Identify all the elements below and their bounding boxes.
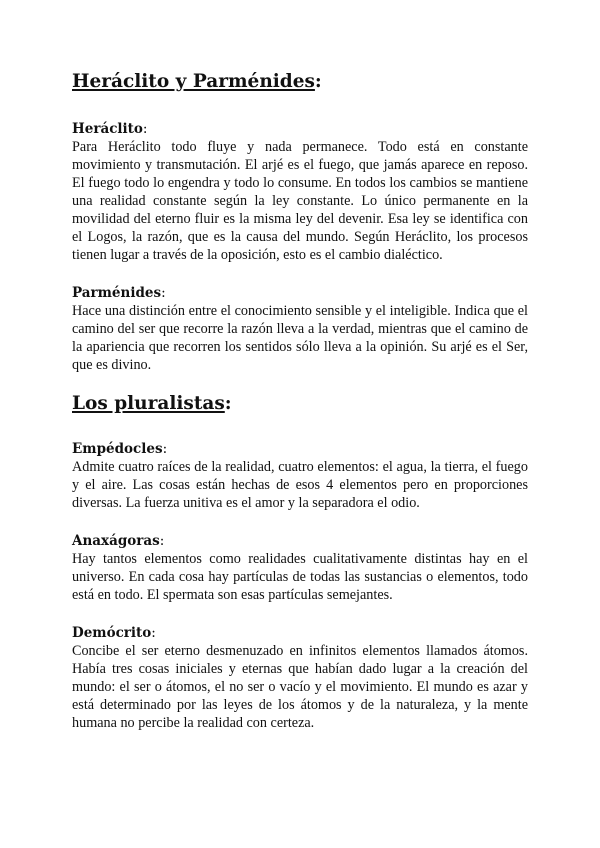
section-title-colon: : (224, 393, 232, 414)
entry-heading-text: Demócrito (72, 625, 152, 641)
entry-heading-colon: : (151, 625, 156, 641)
entry-heading-text: Heráclito (72, 121, 143, 137)
entry-heraclito (72, 120, 528, 264)
section-title-text: Heráclito y Parménides (72, 71, 315, 92)
entry-anaxagoras (72, 532, 528, 604)
entry-heading-heraclito (72, 120, 528, 138)
entry-body-democrito: Concibe el ser eterno desmenuzado en infinitos elementos llamados átomos. Había tres cosas iniciales y eternas que habían dado lugar a la creación del mundo: el ser o átomos, el no ser o vacío y el movimiento. El mundo es azar y está determinado por las leyes de los átomos y de la naturaleza, y la mente humana no percibe la realidad con certeza. (72, 643, 528, 731)
entry-heading-empedocles (72, 440, 528, 458)
entry-heading-text: Empédocles (72, 441, 163, 457)
section-title-heraclito-parmenides (72, 70, 528, 94)
entry-heading-colon: : (142, 121, 148, 137)
entry-body-anaxagoras: Hay tantos elementos como realidades cualitativamente distintas hay en el universo. En cada cosa hay partículas de todas las sustancias o elementos, todo está en todo. El spermata son esas partículas semejantes. (72, 551, 528, 603)
entry-body-parmenides: Hace una distinción entre el conocimiento sensible y el inteligible. Indica que el camino del ser que recorre la razón lleva a la verdad, mientras que el camino de la apariencia que recorren los sentidos sólo lleva a la opinión. Su arjé es el Ser, que es divino. (72, 303, 528, 373)
entry-empedocles (72, 440, 528, 512)
document-page (72, 70, 528, 732)
entry-heading-anaxagoras (72, 532, 528, 550)
section-title-pluralistas (72, 392, 528, 416)
entry-heading-colon: : (162, 441, 168, 457)
entry-body-heraclito: Para Heráclito todo fluye y nada permanece. Todo está en constante movimiento y transmutación. El arjé es el fuego, que jamás aparece en reposo. El fuego todo lo engendra y todo lo consume. En todos los cambios se mantiene una realidad constante según la ley constante. Lo único permanente en la movilidad del eterno fluir es la misma ley del devenir. Esa ley se identifica con el Logos, la razón, que es la causa del mundo. Según Heráclito, los procesos tienen lugar a través de la oposición, esto es el cambio dialéctico. (72, 139, 528, 263)
entry-heading-text: Anaxágoras (72, 533, 160, 549)
entry-heading-parmenides (72, 284, 528, 302)
entry-heading-democrito (72, 624, 528, 642)
entry-body-empedocles: Admite cuatro raíces de la realidad, cuatro elementos: el agua, la tierra, el fuego y el aire. Las cosas están hechas de esos 4 elementos pero en proporciones diversas. La fuerza unitiva es el amor y la separadora el odio. (72, 459, 528, 511)
section-title-text: Los pluralistas (72, 393, 225, 414)
entry-heading-text: Parménides (72, 285, 162, 301)
entry-heading-colon: : (159, 533, 165, 549)
section-title-colon: : (314, 71, 322, 92)
entry-heading-colon: : (161, 285, 166, 301)
entry-democrito (72, 624, 528, 732)
entry-parmenides (72, 284, 528, 374)
